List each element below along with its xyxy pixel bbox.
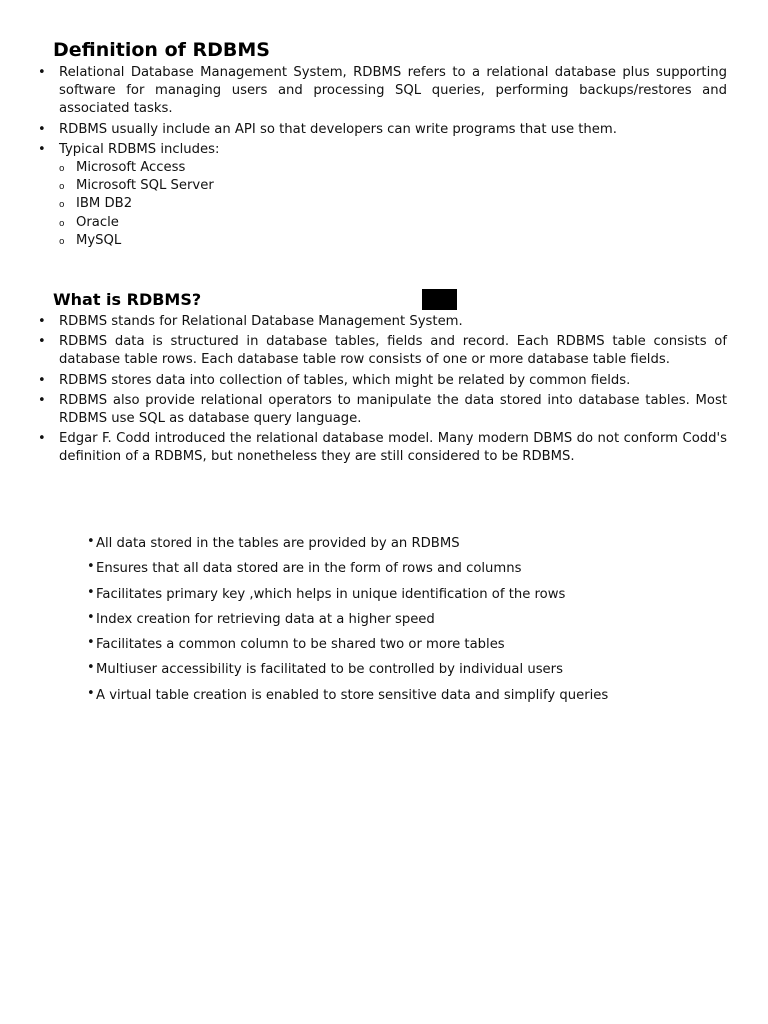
feature-item (87, 685, 609, 712)
bullet-icon: • (87, 685, 95, 701)
list-item-text: Edgar F. Codd introduced the relational database model. Many modern DBMS do not conform Codd's definition of a RDBMS, but nonetheless they are still considered to be RDBMS. (59, 431, 727, 465)
definition-bullet-list (0, 64, 768, 252)
bullet-icon: • (38, 334, 46, 350)
feature-item (87, 635, 608, 661)
feature-item (87, 660, 608, 686)
feature-item-text: Facilitates primary key ,which helps in unique identification of the rows (96, 586, 566, 602)
sublist-item-text: Microsoft Access (76, 160, 186, 176)
list-item-text: RDBMS data is structured in database tables, fields and record. Each RDBMS table consists of database table rows. Each database table row consists of one or more database table fields. (59, 334, 727, 368)
list-item-text: RDBMS also provide relational operators to manipulate the data stored into database tables. Most RDBMS use SQL as database query language. (59, 392, 727, 427)
feature-item-text: Index creation for retrieving data at a higher speed (96, 611, 435, 627)
list-item (38, 372, 727, 390)
features-bullet-list (0, 535, 608, 712)
bullet-icon: • (87, 609, 95, 625)
bullet-icon: • (38, 121, 46, 137)
what-is-bullet-list (0, 313, 768, 469)
section-heading-definition: Definition of RDBMS (53, 39, 270, 61)
sublist-item-text: Microsoft SQL Server (76, 178, 214, 194)
list-item-text: RDBMS stores data into collection of tables, which might be related by common fields. (59, 372, 631, 388)
list-item (38, 141, 727, 250)
feature-item-text: All data stored in the tables are provided by an RDBMS (96, 536, 460, 551)
list-item (38, 430, 727, 466)
feature-item-text: Ensures that all data stored are in the form of rows and columns (96, 561, 522, 577)
circle-bullet-icon: o (59, 236, 65, 247)
list-item-text: Typical RDBMS includes: (59, 141, 220, 157)
bullet-icon: • (38, 392, 46, 408)
sublist-item (59, 195, 727, 213)
sublist-item-text: IBM DB2 (76, 196, 133, 212)
circle-bullet-icon: o (59, 200, 65, 211)
list-item-text: Relational Database Management System, RDBMS refers to a relational database plus supporting software for managing users and processing SQL queries, performing backups/restores and associated tasks. (59, 65, 727, 117)
sublist-item-text: Oracle (76, 214, 119, 230)
bullet-icon: • (38, 372, 46, 388)
feature-item (87, 559, 608, 585)
rdbms-products-sublist (59, 159, 727, 250)
sublist-item (59, 159, 727, 177)
bullet-icon: • (87, 660, 95, 676)
redaction-block (422, 289, 457, 310)
bullet-icon: • (38, 141, 46, 157)
feature-item-text: Facilitates a common column to be shared two or more tables (96, 637, 505, 653)
sublist-item (59, 214, 727, 232)
section-heading-what-is: What is RDBMS? (53, 290, 202, 309)
sublist-item (59, 177, 727, 195)
circle-bullet-icon: o (59, 182, 65, 193)
bullet-icon: • (38, 431, 46, 447)
circle-bullet-icon: o (59, 218, 65, 229)
sublist-item (59, 232, 727, 250)
list-item (38, 121, 727, 139)
feature-item (87, 534, 608, 560)
bullet-icon: • (87, 534, 95, 549)
list-item (38, 392, 727, 428)
list-item (38, 313, 727, 331)
list-item-text: RDBMS stands for Relational Database Management System. (59, 314, 463, 329)
sublist-item-text: MySQL (76, 232, 122, 248)
bullet-icon: • (87, 584, 95, 600)
list-item-text: RDBMS usually include an API so that developers can write programs that use them. (59, 121, 617, 137)
bullet-icon: • (87, 559, 95, 575)
feature-item-text: A virtual table creation is enabled to store sensitive data and simplify queries (96, 687, 609, 703)
feature-item (87, 584, 608, 611)
list-item (38, 333, 727, 369)
bullet-icon: • (38, 65, 46, 80)
bullet-icon: • (38, 314, 46, 329)
feature-item (87, 609, 608, 636)
list-item (38, 64, 727, 119)
bullet-icon: • (87, 635, 95, 651)
feature-item-text: Multiuser accessibility is facilitated to be controlled by individual users (96, 662, 563, 678)
circle-bullet-icon: o (59, 164, 65, 175)
